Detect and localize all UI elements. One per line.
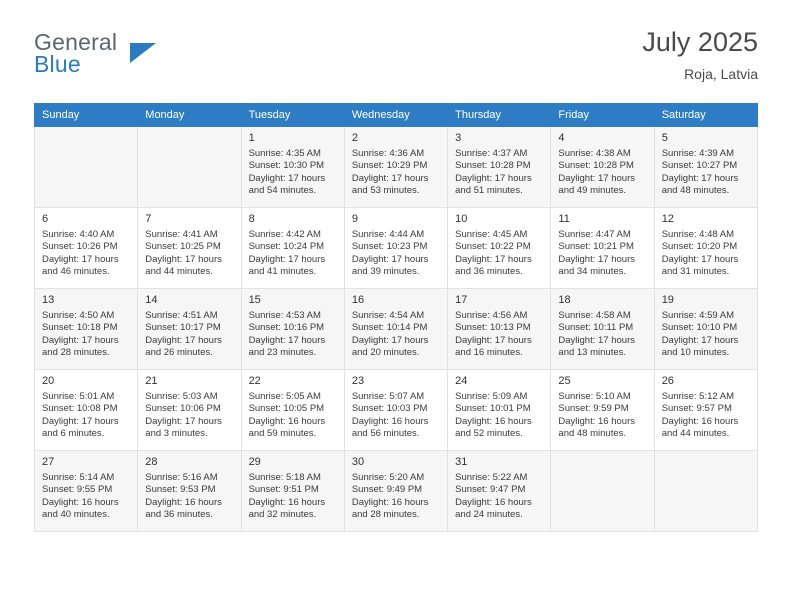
calendar-day-cell[interactable]	[654, 289, 757, 370]
day-detail-line: Sunset: 10:05 PM	[248, 403, 325, 415]
day-number: 30	[351, 456, 365, 468]
brand-logo	[34, 26, 214, 77]
day-detail-line: and 41 minutes.	[248, 266, 317, 278]
day-detail-line: Daylight: 16 hours	[248, 496, 326, 508]
day-cell-content	[551, 289, 653, 364]
day-detail-line: Sunrise: 5:05 AM	[248, 391, 321, 402]
weekday-header-row	[35, 104, 758, 127]
day-detail-line: and 36 minutes.	[455, 266, 523, 278]
day-detail-line: Sunrise: 4:51 AM	[145, 310, 218, 321]
day-detail-line: Sunrise: 4:48 AM	[661, 229, 735, 240]
day-detail-line: Sunset: 10:08 PM	[42, 403, 118, 415]
day-cell-content	[242, 208, 344, 283]
day-cell-content	[448, 208, 550, 283]
day-detail-line: Sunset: 9:57 PM	[661, 403, 732, 415]
day-detail-line: Sunrise: 5:14 AM	[42, 472, 115, 483]
calendar-day-cell[interactable]	[654, 370, 757, 451]
day-detail-line: Daylight: 17 hours	[42, 253, 119, 265]
day-detail-line: Sunset: 10:20 PM	[661, 241, 738, 253]
weekday-header-friday: Friday	[551, 104, 654, 127]
day-detail-line: Sunrise: 5:09 AM	[455, 391, 528, 402]
day-cell-content	[551, 370, 653, 445]
day-detail-line: Sunset: 9:53 PM	[145, 484, 216, 496]
day-detail-line: Daylight: 17 hours	[661, 334, 739, 346]
day-number: 27	[42, 456, 55, 468]
calendar-day-cell[interactable]	[241, 289, 344, 370]
day-detail-line: Sunset: 10:23 PM	[351, 241, 428, 253]
day-detail-line: Sunrise: 4:44 AM	[351, 229, 425, 240]
day-detail-line: and 46 minutes.	[42, 266, 110, 278]
day-detail-line: Sunset: 10:18 PM	[42, 322, 118, 334]
day-detail-line: Daylight: 17 hours	[351, 253, 429, 265]
day-cell-content	[138, 127, 240, 136]
calendar-day-cell[interactable]	[344, 208, 447, 289]
day-detail-line: Sunrise: 5:16 AM	[145, 472, 218, 483]
calendar-day-cell[interactable]	[551, 208, 654, 289]
day-cell-content	[655, 127, 757, 202]
day-number: 24	[455, 375, 468, 387]
day-detail-line: Sunrise: 4:39 AM	[661, 148, 735, 159]
day-number: 16	[351, 294, 365, 306]
calendar-day-cell[interactable]	[551, 370, 654, 451]
day-number: 4	[558, 132, 565, 144]
day-detail-line: Sunset: 10:06 PM	[145, 403, 221, 415]
day-cell-content	[35, 289, 137, 364]
day-detail-line: Sunrise: 4:47 AM	[558, 229, 631, 240]
day-detail-line: Sunset: 10:13 PM	[455, 322, 531, 334]
calendar-day-cell[interactable]	[241, 127, 344, 208]
calendar-week-row	[35, 289, 758, 370]
title-block	[642, 26, 758, 82]
day-number: 26	[661, 375, 674, 387]
day-cell-content	[448, 451, 550, 526]
day-cell-content	[242, 289, 344, 364]
day-detail-line: Sunset: 10:24 PM	[248, 241, 325, 253]
day-detail-line: Daylight: 17 hours	[661, 172, 739, 184]
page-header	[34, 26, 758, 90]
day-cell-content	[448, 127, 550, 202]
calendar-day-cell[interactable]	[138, 208, 241, 289]
calendar-day-cell[interactable]	[448, 208, 551, 289]
calendar-day-cell[interactable]	[35, 208, 138, 289]
day-detail-line: and 20 minutes.	[351, 347, 420, 359]
day-detail-line: Sunrise: 4:59 AM	[661, 310, 735, 321]
day-detail-line: Daylight: 16 hours	[351, 496, 429, 508]
day-cell-content	[655, 289, 757, 364]
day-detail-line: and 52 minutes.	[455, 428, 523, 440]
day-cell-content	[138, 289, 240, 364]
day-cell-content	[345, 208, 447, 283]
day-number: 22	[248, 375, 261, 387]
day-detail-line: Daylight: 17 hours	[455, 334, 532, 346]
calendar-empty-cell	[654, 451, 757, 532]
day-detail-line: Daylight: 16 hours	[248, 415, 326, 427]
calendar-day-cell[interactable]	[448, 127, 551, 208]
day-detail-line: Sunset: 10:21 PM	[558, 241, 634, 253]
calendar-empty-cell	[551, 451, 654, 532]
flag-icon	[130, 43, 156, 63]
day-detail-line: Sunrise: 4:53 AM	[248, 310, 321, 321]
day-cell-content	[551, 208, 653, 283]
day-cell-content	[35, 127, 137, 136]
calendar-day-cell[interactable]	[35, 451, 138, 532]
day-number: 12	[661, 213, 674, 225]
day-number: 25	[558, 375, 571, 387]
day-detail-line: and 28 minutes.	[42, 347, 110, 359]
day-detail-line: Sunset: 10:01 PM	[455, 403, 531, 415]
day-cell-content	[138, 451, 240, 526]
day-detail-line: Sunset: 10:14 PM	[351, 322, 428, 334]
day-cell-content	[242, 127, 344, 202]
day-detail-line: and 31 minutes.	[661, 266, 730, 278]
day-detail-line: Daylight: 17 hours	[248, 334, 326, 346]
day-detail-line: Sunrise: 5:03 AM	[145, 391, 218, 402]
page-title: July 2025	[642, 27, 758, 57]
day-number: 28	[145, 456, 158, 468]
weekday-header-saturday: Saturday	[654, 104, 757, 127]
day-detail-line: Sunrise: 4:36 AM	[351, 148, 425, 159]
day-cell-content	[551, 127, 653, 202]
day-detail-line: Daylight: 17 hours	[558, 334, 635, 346]
day-detail-line: and 59 minutes.	[248, 428, 317, 440]
day-detail-line: Sunrise: 4:56 AM	[455, 310, 528, 321]
weekday-header-tuesday: Tuesday	[241, 104, 344, 127]
day-detail-line: Daylight: 16 hours	[661, 415, 739, 427]
day-detail-line: Sunset: 10:28 PM	[558, 160, 634, 172]
day-detail-line: Sunrise: 5:07 AM	[351, 391, 425, 402]
day-number: 7	[145, 213, 152, 225]
day-cell-content	[35, 208, 137, 283]
brand-name-general: General	[34, 29, 118, 55]
day-detail-line: Sunrise: 4:50 AM	[42, 310, 115, 321]
day-detail-line: Daylight: 17 hours	[351, 334, 429, 346]
day-detail-line: Daylight: 17 hours	[248, 253, 326, 265]
calendar-day-cell[interactable]	[35, 370, 138, 451]
calendar-body	[35, 127, 758, 532]
day-cell-content	[655, 370, 757, 445]
day-cell-content	[345, 370, 447, 445]
day-detail-line: and 23 minutes.	[248, 347, 317, 359]
day-number: 21	[145, 375, 158, 387]
calendar-week-row	[35, 370, 758, 451]
calendar-day-cell[interactable]	[551, 289, 654, 370]
calendar-empty-cell	[138, 127, 241, 208]
brand-name-blue: Blue	[34, 51, 81, 77]
calendar-week-row	[35, 451, 758, 532]
day-number: 23	[351, 375, 365, 387]
day-number: 1	[248, 132, 255, 144]
day-cell-content	[448, 370, 550, 445]
day-number: 19	[661, 294, 674, 306]
weekday-header-wednesday: Wednesday	[344, 104, 447, 127]
weekday-header-thursday: Thursday	[448, 104, 551, 127]
calendar-day-cell[interactable]	[551, 127, 654, 208]
day-detail-line: Sunset: 9:49 PM	[351, 484, 423, 496]
calendar-day-cell[interactable]	[344, 127, 447, 208]
day-detail-line: Daylight: 17 hours	[42, 415, 119, 427]
day-number: 15	[248, 294, 261, 306]
calendar-day-cell[interactable]	[448, 370, 551, 451]
day-cell-content	[138, 370, 240, 445]
day-number: 31	[455, 456, 468, 468]
calendar-day-cell[interactable]	[448, 451, 551, 532]
day-detail-line: and 6 minutes.	[42, 428, 105, 440]
calendar-week-row	[35, 127, 758, 208]
calendar-day-cell[interactable]	[241, 208, 344, 289]
day-detail-line: Sunset: 10:11 PM	[558, 322, 634, 334]
day-detail-line: Daylight: 17 hours	[661, 253, 739, 265]
day-detail-line: Sunrise: 4:35 AM	[248, 148, 321, 159]
day-detail-line: Daylight: 17 hours	[145, 415, 222, 427]
day-detail-line: and 53 minutes.	[351, 185, 420, 197]
calendar-day-cell[interactable]	[35, 289, 138, 370]
day-detail-line: Daylight: 16 hours	[145, 496, 222, 508]
day-detail-line: Sunrise: 5:12 AM	[661, 391, 735, 402]
day-cell-content	[448, 289, 550, 364]
calendar-day-cell[interactable]	[654, 208, 757, 289]
day-detail-line: and 54 minutes.	[248, 185, 317, 197]
day-detail-line: Daylight: 16 hours	[455, 496, 532, 508]
day-detail-line: Daylight: 17 hours	[248, 172, 326, 184]
calendar-day-cell[interactable]	[138, 451, 241, 532]
day-detail-line: Daylight: 17 hours	[42, 334, 119, 346]
calendar-day-cell[interactable]	[344, 370, 447, 451]
day-number: 11	[558, 213, 570, 225]
weekday-header-monday: Monday	[138, 104, 241, 127]
day-detail-line: Daylight: 17 hours	[145, 253, 222, 265]
day-detail-line: Sunset: 10:10 PM	[661, 322, 738, 334]
calendar-day-cell[interactable]	[654, 127, 757, 208]
day-detail-line: and 39 minutes.	[351, 266, 420, 278]
day-detail-line: Daylight: 17 hours	[455, 172, 532, 184]
weekday-header-sunday: Sunday	[35, 104, 138, 127]
day-detail-line: Daylight: 17 hours	[558, 253, 635, 265]
calendar-day-cell[interactable]	[138, 370, 241, 451]
day-detail-line: Sunset: 10:16 PM	[248, 322, 325, 334]
day-detail-line: Sunrise: 5:22 AM	[455, 472, 528, 483]
day-detail-line: and 24 minutes.	[455, 509, 523, 521]
day-detail-line: and 51 minutes.	[455, 185, 523, 197]
day-detail-line: Sunrise: 4:40 AM	[42, 229, 115, 240]
calendar-day-cell[interactable]	[138, 289, 241, 370]
day-number: 13	[42, 294, 55, 306]
day-detail-line: and 13 minutes.	[558, 347, 627, 359]
day-detail-line: Daylight: 16 hours	[42, 496, 119, 508]
day-detail-line: and 48 minutes.	[661, 185, 730, 197]
day-number: 6	[42, 213, 49, 225]
day-detail-line: and 16 minutes.	[455, 347, 523, 359]
day-detail-line: and 34 minutes.	[558, 266, 627, 278]
day-cell-content	[345, 451, 447, 526]
day-cell-content	[35, 370, 137, 445]
calendar-table	[34, 103, 758, 532]
day-cell-content	[655, 208, 757, 283]
day-cell-content	[35, 451, 137, 526]
day-cell-content	[345, 289, 447, 364]
day-detail-line: Sunset: 10:27 PM	[661, 160, 738, 172]
day-detail-line: Sunrise: 4:37 AM	[455, 148, 528, 159]
day-detail-line: Sunset: 10:30 PM	[248, 160, 325, 172]
day-detail-line: Daylight: 16 hours	[558, 415, 635, 427]
day-detail-line: Sunrise: 4:58 AM	[558, 310, 631, 321]
day-cell-content	[242, 451, 344, 526]
calendar-week-row	[35, 208, 758, 289]
calendar-day-cell[interactable]	[241, 451, 344, 532]
day-detail-line: Daylight: 17 hours	[455, 253, 532, 265]
day-detail-line: Daylight: 16 hours	[455, 415, 532, 427]
day-detail-line: and 48 minutes.	[558, 428, 627, 440]
day-number: 14	[145, 294, 158, 306]
day-detail-line: Sunrise: 5:20 AM	[351, 472, 425, 483]
day-cell-content	[655, 451, 757, 460]
calendar-day-cell[interactable]	[344, 289, 447, 370]
day-number: 9	[351, 213, 358, 225]
day-detail-line: Sunset: 10:22 PM	[455, 241, 531, 253]
day-detail-line: Sunset: 9:59 PM	[558, 403, 629, 415]
day-detail-line: Sunrise: 4:41 AM	[145, 229, 218, 240]
calendar-day-cell[interactable]	[241, 370, 344, 451]
day-number: 10	[455, 213, 468, 225]
day-detail-line: Sunset: 9:47 PM	[455, 484, 526, 496]
day-number: 29	[248, 456, 261, 468]
day-detail-line: and 3 minutes.	[145, 428, 208, 440]
day-detail-line: and 49 minutes.	[558, 185, 627, 197]
day-number: 17	[455, 294, 468, 306]
day-detail-line: Sunrise: 4:54 AM	[351, 310, 425, 321]
day-detail-line: Sunset: 10:29 PM	[351, 160, 428, 172]
calendar-empty-cell	[35, 127, 138, 208]
day-detail-line: Sunrise: 4:38 AM	[558, 148, 631, 159]
day-detail-line: Sunset: 10:17 PM	[145, 322, 221, 334]
day-detail-line: Sunset: 10:25 PM	[145, 241, 221, 253]
day-cell-content	[345, 127, 447, 202]
day-number: 5	[661, 132, 668, 144]
day-number: 8	[248, 213, 255, 225]
day-detail-line: and 44 minutes.	[145, 266, 213, 278]
day-detail-line: and 56 minutes.	[351, 428, 420, 440]
day-detail-line: Sunset: 10:26 PM	[42, 241, 118, 253]
day-number: 2	[351, 132, 358, 144]
day-cell-content	[551, 451, 653, 460]
day-number: 3	[455, 132, 462, 144]
day-detail-line: and 28 minutes.	[351, 509, 420, 521]
day-detail-line: and 26 minutes.	[145, 347, 213, 359]
day-detail-line: Sunrise: 5:10 AM	[558, 391, 631, 402]
day-detail-line: Daylight: 17 hours	[558, 172, 635, 184]
day-number: 18	[558, 294, 571, 306]
day-detail-line: Sunrise: 5:18 AM	[248, 472, 321, 483]
calendar-day-cell[interactable]	[344, 451, 447, 532]
day-detail-line: Daylight: 16 hours	[351, 415, 429, 427]
day-detail-line: and 44 minutes.	[661, 428, 730, 440]
day-cell-content	[138, 208, 240, 283]
day-detail-line: Sunset: 10:03 PM	[351, 403, 428, 415]
day-detail-line: Sunrise: 4:45 AM	[455, 229, 528, 240]
day-detail-line: and 36 minutes.	[145, 509, 213, 521]
day-detail-line: Sunset: 10:28 PM	[455, 160, 531, 172]
day-detail-line: Sunrise: 4:42 AM	[248, 229, 321, 240]
day-detail-line: Sunset: 9:51 PM	[248, 484, 319, 496]
day-detail-line: and 40 minutes.	[42, 509, 110, 521]
calendar-day-cell[interactable]	[448, 289, 551, 370]
day-number: 20	[42, 375, 55, 387]
day-cell-content	[242, 370, 344, 445]
day-detail-line: Daylight: 17 hours	[351, 172, 429, 184]
day-detail-line: Sunset: 9:55 PM	[42, 484, 113, 496]
day-detail-line: and 10 minutes.	[661, 347, 730, 359]
page-subtitle-location: Roja, Latvia	[684, 66, 758, 82]
day-detail-line: Sunrise: 5:01 AM	[42, 391, 115, 402]
day-detail-line: and 32 minutes.	[248, 509, 317, 521]
day-detail-line: Daylight: 17 hours	[145, 334, 222, 346]
